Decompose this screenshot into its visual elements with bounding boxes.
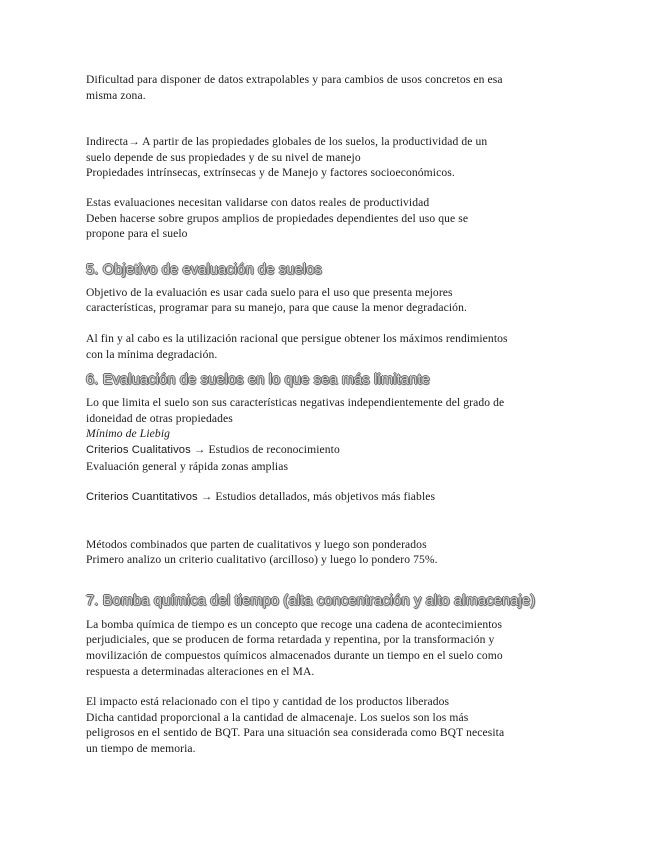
text-line: Métodos combinados que parten de cualitativos y luego son ponderados — [86, 537, 427, 551]
text-line: idoneidad de otras propiedades — [86, 411, 233, 425]
text-line: Estas evaluaciones necesitan validarse con datos reales de productividad — [86, 195, 430, 209]
text-line: Dificultad para disponer de datos extrapolables y para cambios de usos concretos en esa — [86, 73, 503, 86]
paragraph-indirect — [86, 134, 576, 181]
criteria-text: → Estudios detallados, más objetivos más fiables — [200, 490, 436, 504]
paragraph-combined — [86, 537, 576, 568]
paragraph-chemical-bomb — [86, 617, 576, 679]
paragraph-quantitative — [86, 489, 576, 506]
text-line: Al fin y al cabo es la utilización racional que persigue obtener los máximos rendimientos — [86, 331, 508, 345]
text-line: Dicha cantidad proporcional a la cantidad de almacenaje. Los suelos son los más — [86, 710, 469, 724]
text-line — [86, 442, 576, 459]
document-page — [86, 72, 576, 757]
text-line: con la mínima degradación. — [86, 347, 218, 361]
text-line: Evaluación general y rápida zonas amplias — [86, 459, 289, 473]
text-line: peligrosos en el sentido de BQT. Para una situación sea considerada como BQT necesita — [86, 726, 505, 740]
text-line: propone para el suelo — [86, 227, 188, 241]
text-line: Lo que limita el suelo son sus características negativas independientemente del grado de — [86, 396, 505, 410]
section-heading-7: 7. Bomba química del tiempo (alta concentración y alto almacenaje) — [86, 592, 536, 609]
text-line: El impacto está relacionado con el tipo y cantidad de los productos liberados — [86, 695, 450, 709]
paragraph-limiting — [86, 395, 576, 474]
criteria-text: → Estudios de reconocimiento — [193, 442, 340, 456]
text-line: perjudiciales, que se producen de forma retardada y repentina, por la transformación y — [86, 633, 495, 647]
paragraph-objective — [86, 285, 576, 316]
criteria-label: Criterios Cuantitativos — [86, 491, 198, 504]
text-line: respuesta a determinadas alteraciones en el MA. — [86, 664, 315, 678]
text-line: Indirecta→ A partir de las propiedades globales de los suelos, la productividad de un — [86, 135, 488, 149]
text-line-italic: Mínimo de Liebig — [86, 427, 171, 441]
text-line: Deben hacerse sobre grupos amplios de propiedades dependientes del uso que se — [86, 211, 469, 225]
text-line: Primero analizo un criterio cualitativo (arcilloso) y luego lo pondero 75%. — [86, 553, 438, 567]
section-heading-5: 5. Objetivo de evaluación de suelos — [86, 261, 322, 278]
paragraph-impact — [86, 694, 576, 756]
text-line: características, programar para su manejo, para que cause la menor degradación. — [86, 301, 467, 315]
text-line: suelo depende de sus propiedades y de su nivel de manejo — [86, 150, 361, 164]
section-heading-6: 6. Evaluación de suelos en lo que sea más limitante — [86, 372, 430, 389]
text-line: movilización de compuestos químicos almacenados durante un tiempo en el suelo como — [86, 649, 503, 663]
paragraph-rational-use — [86, 331, 576, 362]
text-line: Propiedades intrínsecas, extrínsecas y de Manejo y factores socioeconómicos. — [86, 166, 455, 180]
text-line — [86, 489, 576, 506]
paragraph-difficulty — [86, 72, 576, 103]
criteria-label: Criterios Cualitativos — [86, 443, 191, 456]
text-line: Objetivo de la evaluación es usar cada suelo para el uso que presenta mejores — [86, 285, 453, 299]
text-line: misma zona. — [86, 88, 146, 102]
text-line: un tiempo de memoria. — [86, 742, 196, 756]
paragraph-validation — [86, 195, 576, 242]
text-line: La bomba química de tiempo es un concepto que recoge una cadena de acontecimientos — [86, 617, 503, 631]
